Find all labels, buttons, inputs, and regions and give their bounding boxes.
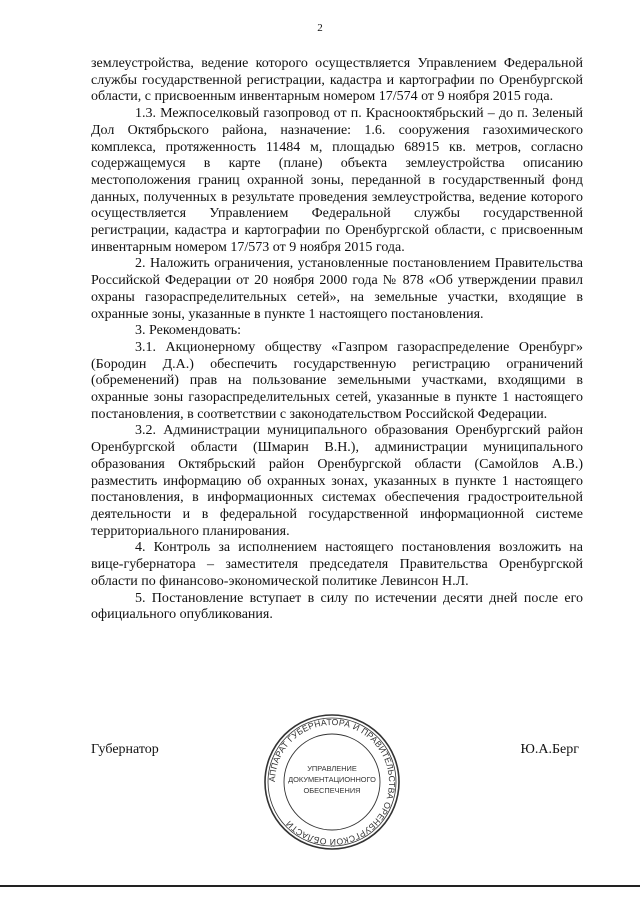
stamp-ring-text: АППАРАТ ГУБЕРНАТОРА И ПРАВИТЕЛЬСТВА ОРЕНБУРГСКОЙ ОБЛАСТИ [266, 716, 398, 848]
paragraph-3-1: 3.1. Акционерному обществу «Газпром газораспределение Оренбург» (Бородин Д.А.) обеспечить государственную регистрацию ограничений (обременений) прав на пользование земельными участками, входящими в охранные зоны газораспределительных сетей, указанные в пункте 1 настоящего постановления, в соответствии с законодательством Российской Федерации. [91, 339, 583, 422]
paragraph-continuation: землеустройства, ведение которого осуществляется Управлением Федеральной службы государственной регистрации, кадастра и картографии по Оренбургской области, с присвоенным инвентарным номером 17/574 от 9 ноября 2015 года. [91, 56, 583, 105]
page-number: 2 [317, 22, 323, 34]
paragraph-4: 4. Контроль за исполнением настоящего постановления возложить на вице-губернатора – заместителя председателя Правительства Оренбургской области по финансово-экономической политике Левинсон Н.Л. [91, 540, 583, 589]
stamp-center-line-1: УПРАВЛЕНИЕ [307, 764, 357, 773]
signatory-title: Губернатор [91, 742, 159, 757]
official-stamp [262, 712, 402, 852]
paragraph-2: 2. Наложить ограничения, установленные постановлением Правительства Российской Федерации от 20 ноября 2000 года № 878 «Об утверждении правил охраны газораспределительных сетей», на земельные участки, входящие в охранные зоны, указанные в пункте 1 настоящего постановления. [91, 256, 583, 322]
stamp-center-line-3: ОБЕСПЕЧЕНИЯ [303, 786, 361, 795]
footer-rule [0, 885, 640, 887]
document-body [91, 56, 583, 624]
paragraph-3-2: 3.2. Администрации муниципального образования Оренбургский район Оренбургской области (Шмарин В.Н.), администрации муниципального образования Октябрьский район Оренбургской области (Самойлов А.В.) разместить информацию об охранных зонах, указанных в пункте 1 настоящего постановления, в информационных системах обеспечения градостроительной деятельности и в федеральной государственной информационной системе территориального планирования. [91, 423, 583, 539]
paragraph-5: 5. Постановление вступает в силу по истечении десяти дней после его официального опубликования. [91, 590, 583, 623]
paragraph-1-3: 1.3. Межпоселковый газопровод от п. Краснооктябрьский – до п. Зеленый Дол Октябрьского района, назначение: 1.6. сооружения газохимического комплекса, протяженность 11484 м, площадью 68915 кв. метров, согласно содержащемуся в карте (плане) объекта землеустройства описанию местоположения границ охранной зоны, переданной в государственный фонд данных, полученных в результате проведения землеустройства, ведение которого осуществляется Управлением Федеральной службы государственной регистрации, кадастра и картографии по Оренбургской области, с присвоенным инвентарным номером 17/573 от 9 ноября 2015 года. [91, 106, 583, 255]
paragraph-3: 3. Рекомендовать: [135, 323, 241, 339]
signatory-name: Ю.А.Берг [520, 742, 579, 757]
stamp-center-line-2: ДОКУМЕНТАЦИОННОГО [288, 775, 376, 784]
